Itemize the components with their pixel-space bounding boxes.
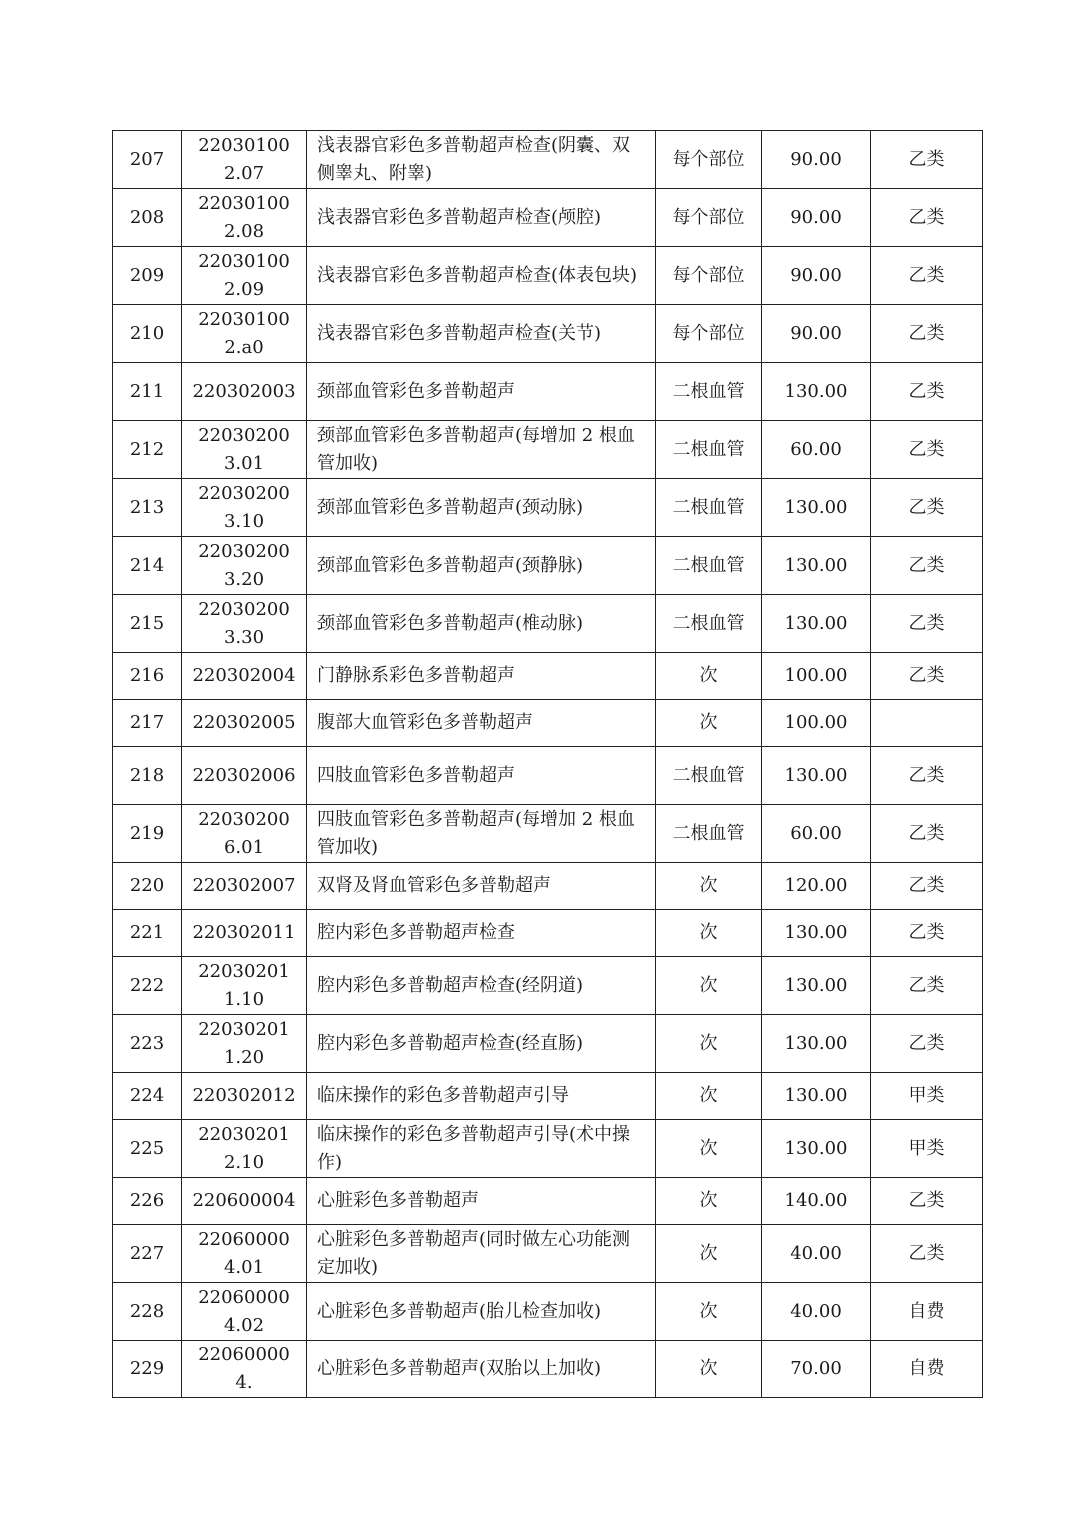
table-row [113,537,983,595]
unit-cell: 二根血管 [656,421,762,479]
item-code-cell: 220302004 [182,653,307,700]
item-code-cell: 220302003.01 [182,421,307,479]
category-cell: 乙类 [871,595,983,653]
table-row [113,1120,983,1178]
category-cell: 乙类 [871,653,983,700]
unit-cell: 次 [656,1225,762,1283]
category-cell: 乙类 [871,305,983,363]
category-cell: 自费 [871,1283,983,1341]
table-row [113,1283,983,1341]
item-name-cell: 心脏彩色多普勒超声(同时做左心功能测定加收) [307,1225,656,1283]
table-row [113,1225,983,1283]
item-name-cell: 临床操作的彩色多普勒超声引导 [307,1073,656,1120]
unit-cell: 次 [656,1178,762,1225]
row-number-cell: 226 [113,1178,182,1225]
category-cell: 乙类 [871,747,983,805]
row-number-cell: 217 [113,700,182,747]
category-cell: 甲类 [871,1073,983,1120]
price-cell: 130.00 [762,747,871,805]
table-row [113,305,983,363]
row-number-cell: 213 [113,479,182,537]
category-cell: 乙类 [871,910,983,957]
unit-cell: 二根血管 [656,363,762,421]
row-number-cell: 210 [113,305,182,363]
table-row [113,1015,983,1073]
unit-cell: 每个部位 [656,189,762,247]
unit-cell: 每个部位 [656,131,762,189]
row-number-cell: 228 [113,1283,182,1341]
table-row [113,595,983,653]
category-cell: 乙类 [871,131,983,189]
table-row [113,863,983,910]
row-number-cell: 218 [113,747,182,805]
price-cell: 130.00 [762,363,871,421]
item-code-cell: 220302003 [182,363,307,421]
item-name-cell: 浅表器官彩色多普勒超声检查(关节) [307,305,656,363]
table-row [113,957,983,1015]
table-row [113,1073,983,1120]
category-cell: 乙类 [871,863,983,910]
item-code-cell: 220301002.a0 [182,305,307,363]
item-code-cell: 220600004 [182,1178,307,1225]
item-name-cell: 浅表器官彩色多普勒超声检查(颅腔) [307,189,656,247]
unit-cell: 次 [656,863,762,910]
item-name-cell: 颈部血管彩色多普勒超声(椎动脉) [307,595,656,653]
row-number-cell: 221 [113,910,182,957]
unit-cell: 每个部位 [656,247,762,305]
price-cell: 40.00 [762,1283,871,1341]
fee-table-body [113,131,983,1398]
item-code-cell: 220302003.10 [182,479,307,537]
category-cell [871,700,983,747]
item-name-cell: 四肢血管彩色多普勒超声 [307,747,656,805]
row-number-cell: 207 [113,131,182,189]
price-cell: 140.00 [762,1178,871,1225]
item-code-cell: 220301002.09 [182,247,307,305]
category-cell: 自费 [871,1341,983,1398]
category-cell: 乙类 [871,957,983,1015]
table-row [113,421,983,479]
item-name-cell: 腔内彩色多普勒超声检查 [307,910,656,957]
category-cell: 乙类 [871,363,983,421]
price-cell: 60.00 [762,421,871,479]
price-cell: 130.00 [762,595,871,653]
item-name-cell: 腹部大血管彩色多普勒超声 [307,700,656,747]
price-cell: 130.00 [762,1073,871,1120]
price-cell: 70.00 [762,1341,871,1398]
unit-cell: 二根血管 [656,805,762,863]
item-name-cell: 颈部血管彩色多普勒超声 [307,363,656,421]
row-number-cell: 229 [113,1341,182,1398]
price-cell: 130.00 [762,1120,871,1178]
table-row [113,479,983,537]
category-cell: 乙类 [871,805,983,863]
table-row [113,653,983,700]
category-cell: 乙类 [871,479,983,537]
price-cell: 130.00 [762,537,871,595]
item-name-cell: 颈部血管彩色多普勒超声(每增加 2 根血管加收) [307,421,656,479]
item-code-cell: 220600004.02 [182,1283,307,1341]
item-name-cell: 临床操作的彩色多普勒超声引导(术中操作) [307,1120,656,1178]
price-cell: 100.00 [762,653,871,700]
item-code-cell: 220600004.01 [182,1225,307,1283]
item-code-cell: 220302011.20 [182,1015,307,1073]
price-cell: 90.00 [762,247,871,305]
price-cell: 130.00 [762,957,871,1015]
row-number-cell: 222 [113,957,182,1015]
item-name-cell: 颈部血管彩色多普勒超声(颈静脉) [307,537,656,595]
unit-cell: 二根血管 [656,479,762,537]
category-cell: 乙类 [871,421,983,479]
item-code-cell: 220302003.20 [182,537,307,595]
item-code-cell: 220600004. [182,1341,307,1398]
unit-cell: 次 [656,1073,762,1120]
unit-cell: 次 [656,1341,762,1398]
item-name-cell: 心脏彩色多普勒超声(胎儿检查加收) [307,1283,656,1341]
price-cell: 90.00 [762,305,871,363]
item-name-cell: 腔内彩色多普勒超声检查(经直肠) [307,1015,656,1073]
unit-cell: 次 [656,653,762,700]
item-name-cell: 双肾及肾血管彩色多普勒超声 [307,863,656,910]
item-code-cell: 220302012.10 [182,1120,307,1178]
item-code-cell: 220302003.30 [182,595,307,653]
row-number-cell: 216 [113,653,182,700]
table-row [113,700,983,747]
item-name-cell: 心脏彩色多普勒超声 [307,1178,656,1225]
item-code-cell: 220302011 [182,910,307,957]
item-name-cell: 门静脉系彩色多普勒超声 [307,653,656,700]
item-code-cell: 220301002.07 [182,131,307,189]
unit-cell: 次 [656,1015,762,1073]
price-cell: 40.00 [762,1225,871,1283]
price-cell: 60.00 [762,805,871,863]
unit-cell: 二根血管 [656,595,762,653]
row-number-cell: 227 [113,1225,182,1283]
row-number-cell: 212 [113,421,182,479]
item-name-cell: 颈部血管彩色多普勒超声(颈动脉) [307,479,656,537]
category-cell: 乙类 [871,537,983,595]
item-code-cell: 220302007 [182,863,307,910]
row-number-cell: 224 [113,1073,182,1120]
unit-cell: 每个部位 [656,305,762,363]
table-row [113,910,983,957]
item-code-cell: 220301002.08 [182,189,307,247]
row-number-cell: 214 [113,537,182,595]
item-code-cell: 220302011.10 [182,957,307,1015]
price-cell: 90.00 [762,131,871,189]
item-code-cell: 220302012 [182,1073,307,1120]
table-row [113,1178,983,1225]
item-name-cell: 浅表器官彩色多普勒超声检查(阴囊、双侧睾丸、附睾) [307,131,656,189]
unit-cell: 次 [656,1120,762,1178]
item-code-cell: 220302006.01 [182,805,307,863]
category-cell: 乙类 [871,189,983,247]
price-cell: 130.00 [762,1015,871,1073]
fee-table [112,130,983,1398]
item-code-cell: 220302005 [182,700,307,747]
unit-cell: 次 [656,700,762,747]
table-row [113,1341,983,1398]
row-number-cell: 223 [113,1015,182,1073]
table-row [113,363,983,421]
row-number-cell: 225 [113,1120,182,1178]
unit-cell: 次 [656,957,762,1015]
price-cell: 90.00 [762,189,871,247]
row-number-cell: 208 [113,189,182,247]
item-code-cell: 220302006 [182,747,307,805]
table-row [113,747,983,805]
table-row [113,247,983,305]
category-cell: 乙类 [871,247,983,305]
price-cell: 120.00 [762,863,871,910]
unit-cell: 二根血管 [656,747,762,805]
category-cell: 乙类 [871,1225,983,1283]
row-number-cell: 215 [113,595,182,653]
price-cell: 100.00 [762,700,871,747]
row-number-cell: 220 [113,863,182,910]
table-row [113,189,983,247]
item-name-cell: 四肢血管彩色多普勒超声(每增加 2 根血管加收) [307,805,656,863]
item-name-cell: 腔内彩色多普勒超声检查(经阴道) [307,957,656,1015]
category-cell: 乙类 [871,1178,983,1225]
category-cell: 甲类 [871,1120,983,1178]
category-cell: 乙类 [871,1015,983,1073]
table-row [113,805,983,863]
table-row [113,131,983,189]
row-number-cell: 219 [113,805,182,863]
price-cell: 130.00 [762,479,871,537]
item-name-cell: 浅表器官彩色多普勒超声检查(体表包块) [307,247,656,305]
unit-cell: 二根血管 [656,537,762,595]
price-cell: 130.00 [762,910,871,957]
unit-cell: 次 [656,1283,762,1341]
row-number-cell: 209 [113,247,182,305]
unit-cell: 次 [656,910,762,957]
row-number-cell: 211 [113,363,182,421]
item-name-cell: 心脏彩色多普勒超声(双胎以上加收) [307,1341,656,1398]
